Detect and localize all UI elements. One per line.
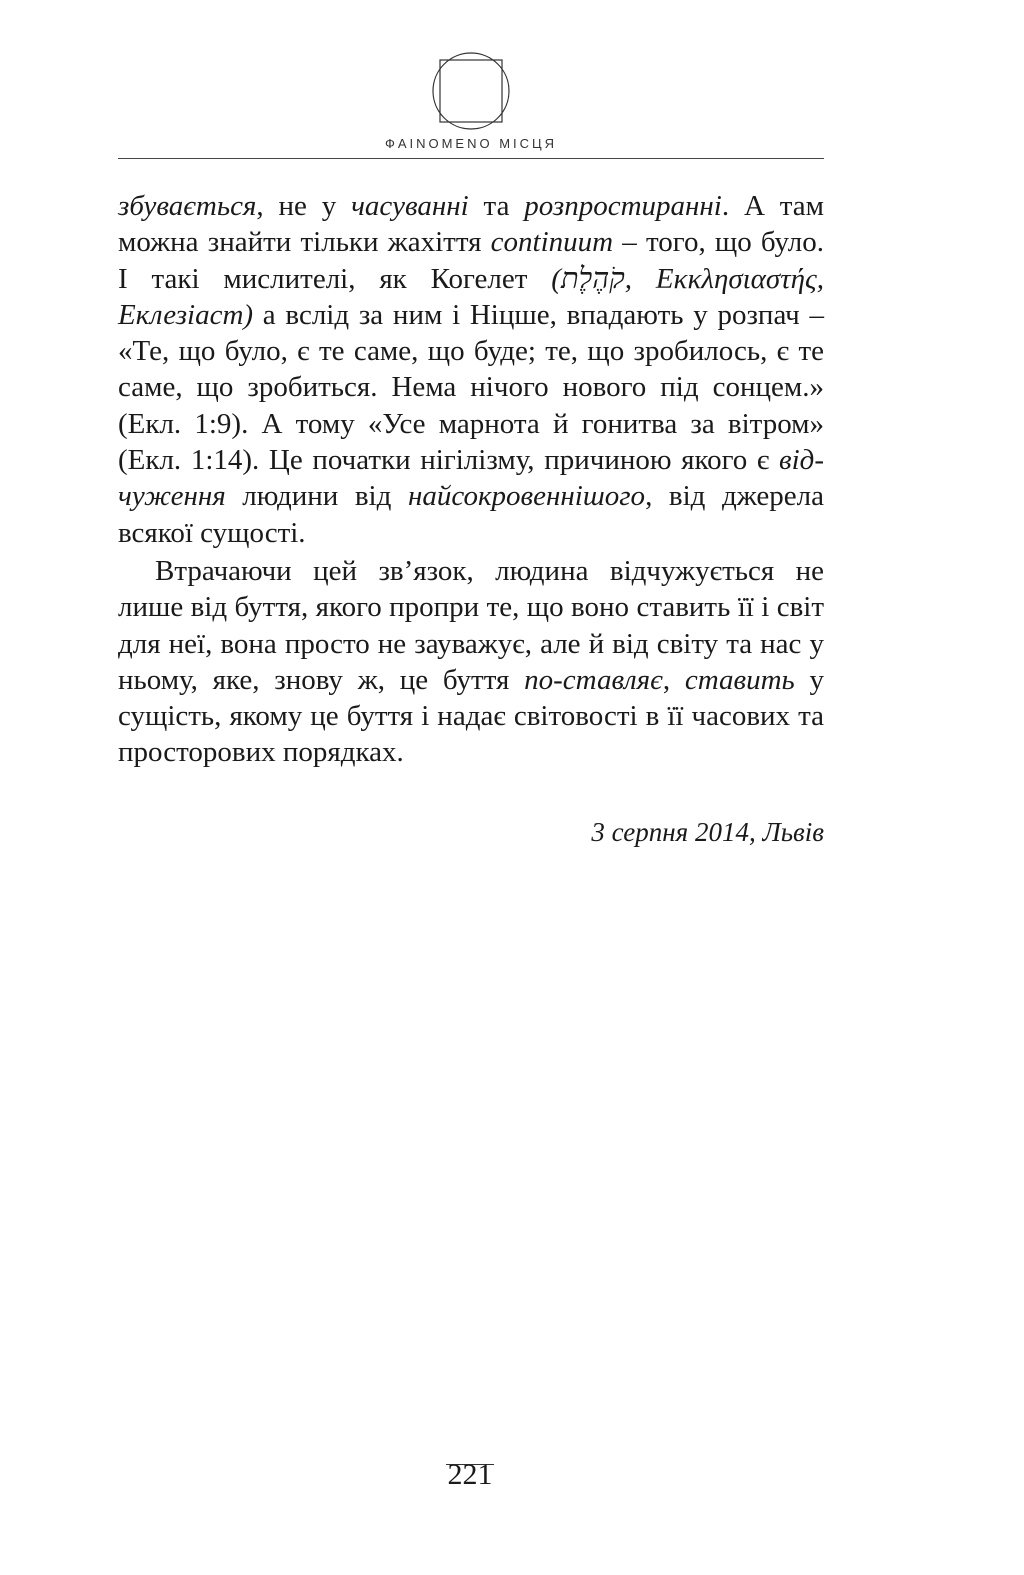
italic-term: від-чуження [118, 444, 824, 513]
text-span: , від джерела всякої сущості. [118, 480, 824, 549]
running-header-title: ФAINOMENO МІСЦЯ [384, 136, 558, 151]
italic-term: збувається [118, 190, 257, 222]
text-span: людини від [225, 480, 408, 513]
italic-term: ставить [684, 663, 795, 696]
text-span: , [662, 663, 685, 696]
text-span: – того, що було. І такі мислителі, як Когелет [118, 226, 824, 295]
dateline: 3 серпня 2014, Львів [591, 817, 824, 847]
italic-term: по-ставляє [524, 663, 663, 696]
italic-term: часуванні [351, 190, 469, 222]
italic-term: найсокровеннішого [407, 480, 646, 513]
circle-square-emblem-icon [430, 50, 512, 132]
text-span: Втрачаючи цей зв’язок, людина відчужується не лише від буття, якого пропри те, що воно ставить її і світ для неї, вона просто не зауважує, але й від світу та нас у ньому, яке, знову ж, це буття [118, 554, 824, 696]
text-span: а вслід за ним і Ніцше, впадають у розпач – «Те, що було, є те саме, що буде; те, що зробилось, є те саме, що зробиться. Нема нічого нового під сонцем.» (Екл. 1:9). А тому «Усе марнота й гонитва за вітром» (Екл. 1:14). Це початки нігілізму, причиною якого є [118, 298, 824, 477]
italic-term: (קֹהֶלֶת, Εκκλησιαστής, Еклезіаст) [118, 262, 824, 331]
text-span: . А там можна знайти тільки жахіття [118, 190, 824, 259]
header-divider [118, 158, 824, 159]
text-span: у сущість, якому це буття і надає свiтовості в її часових та просторових порядках. [118, 663, 824, 769]
italic-term: розпростиранні [524, 190, 722, 222]
text-span: та [468, 190, 525, 222]
page-number: 221 [447, 1458, 493, 1491]
main-text [118, 188, 824, 771]
italic-term: continuum [490, 226, 614, 259]
paragraph-2 [118, 553, 824, 771]
text-span: , не у [256, 190, 352, 222]
paragraph-1 [118, 188, 824, 551]
